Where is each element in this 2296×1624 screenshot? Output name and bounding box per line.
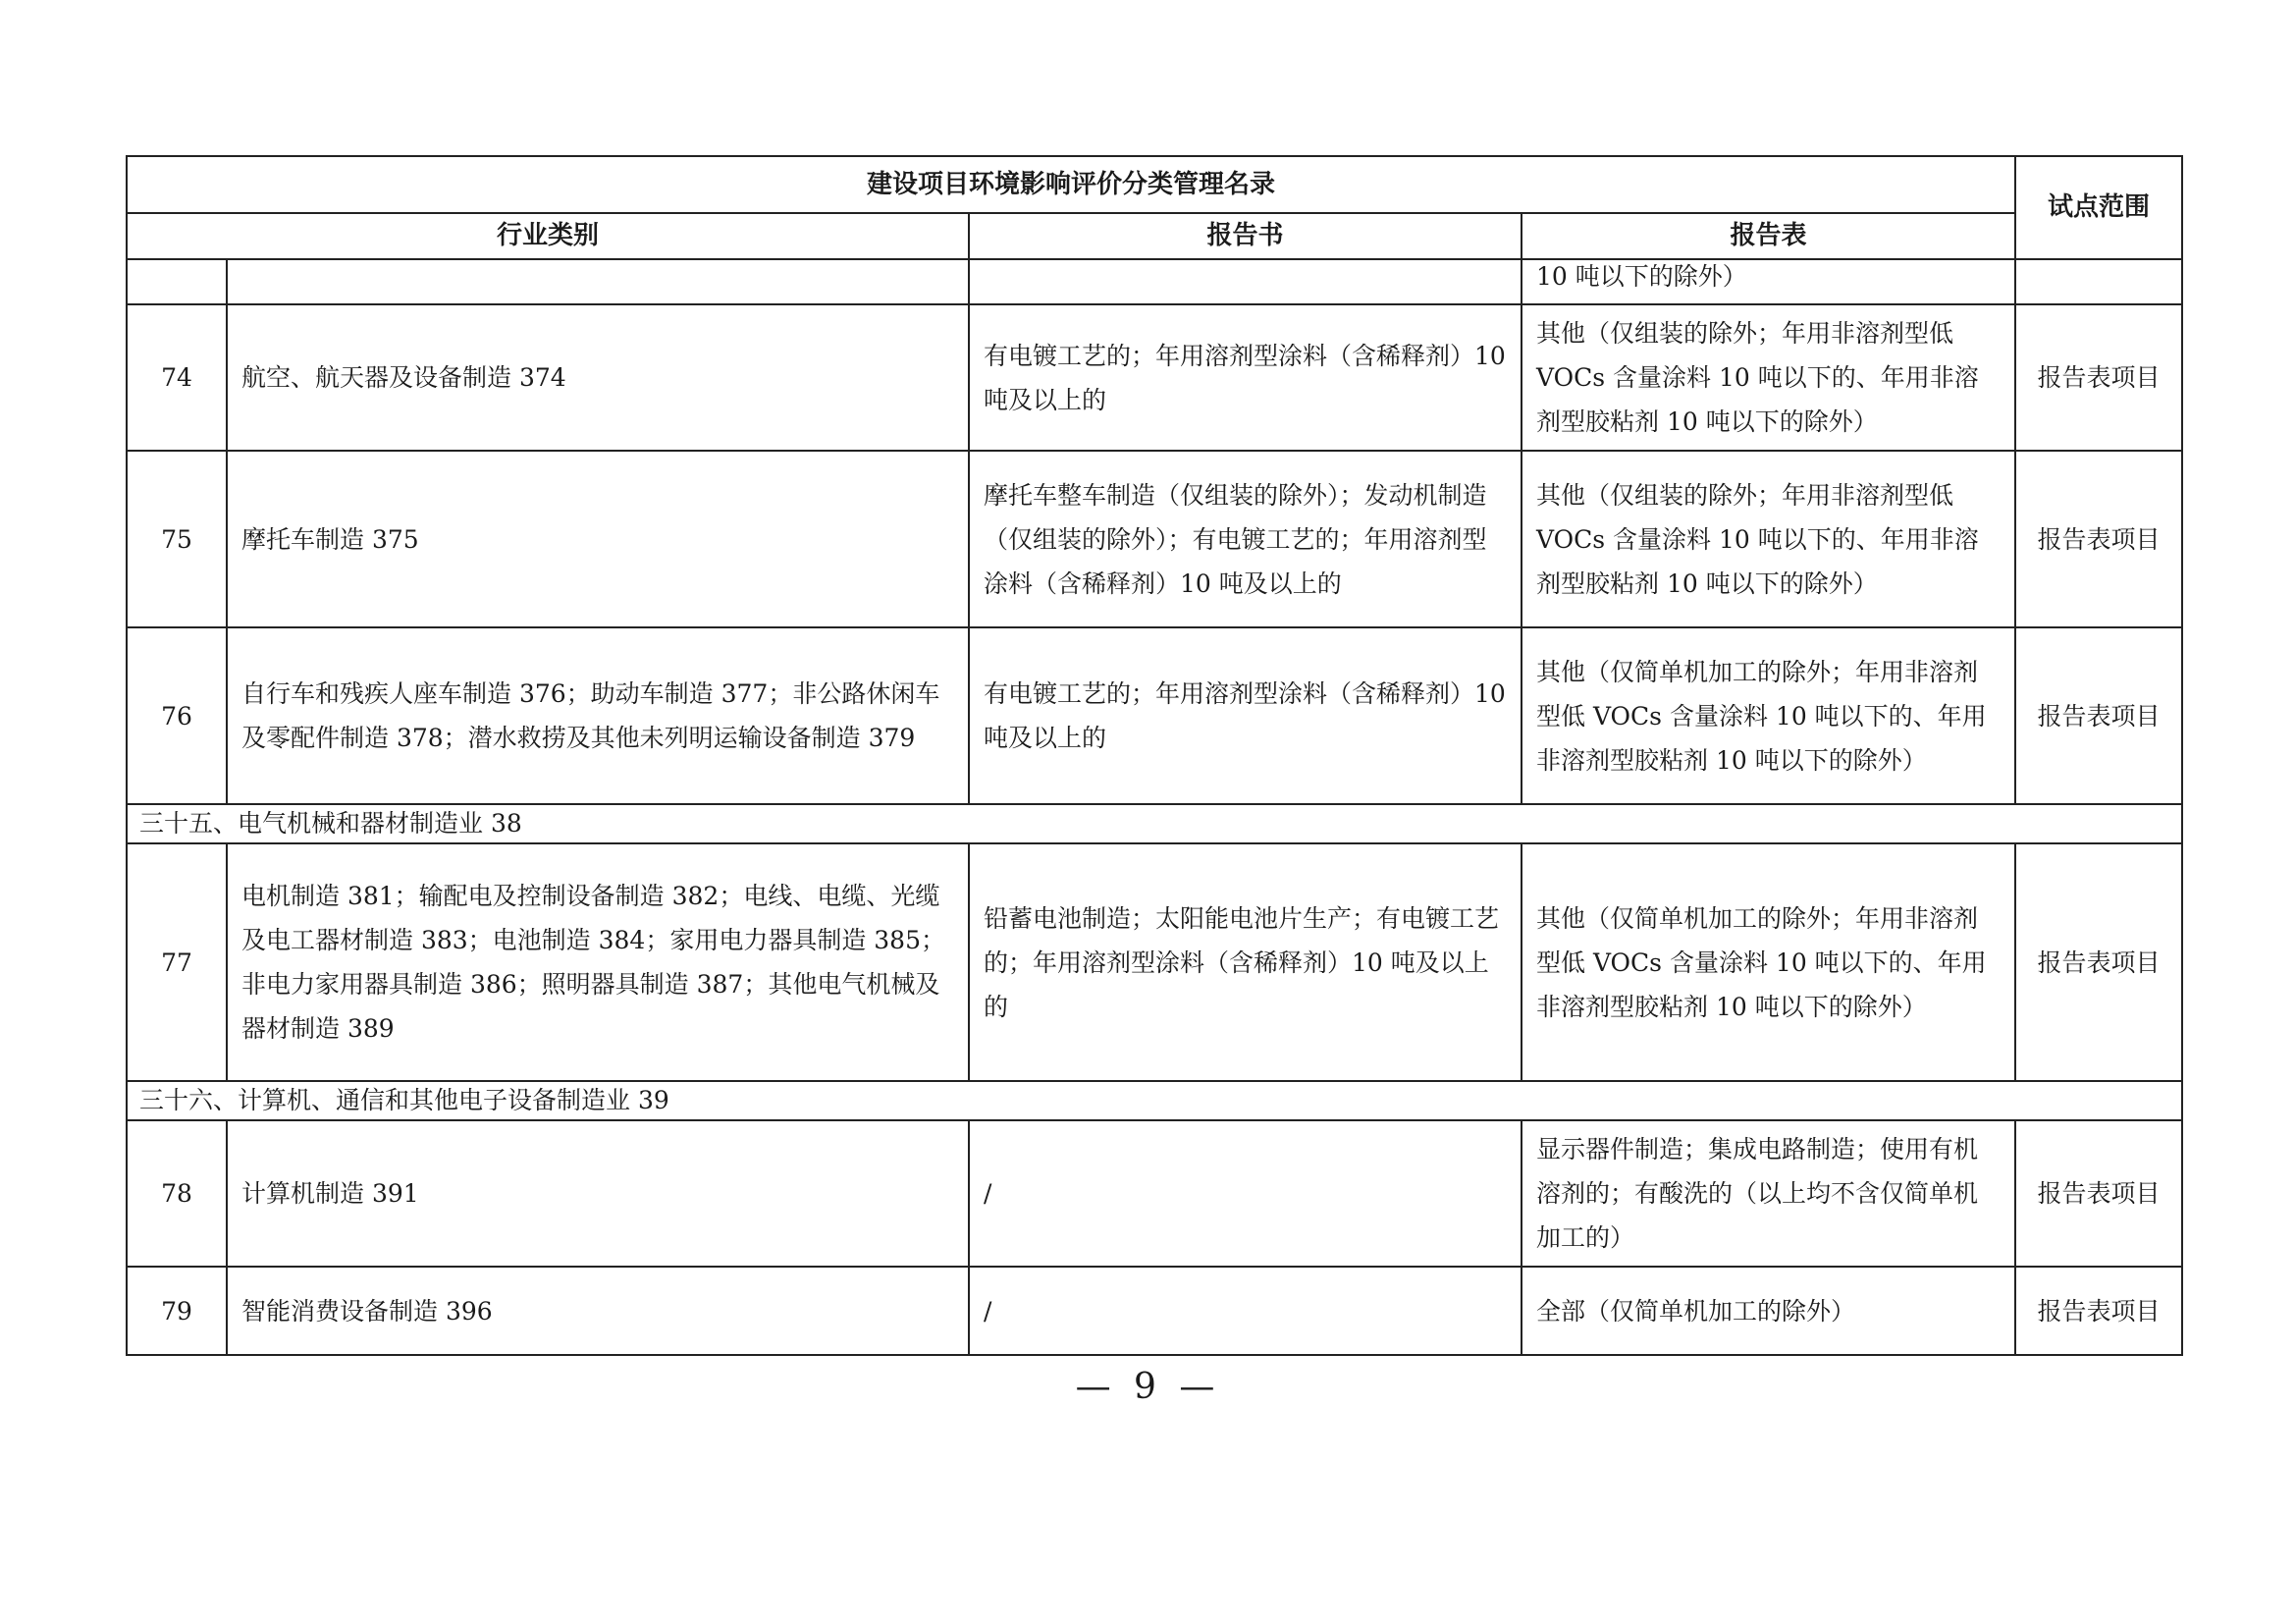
report-book-header: 报告书 [969, 213, 1522, 259]
section-row [127, 1081, 2182, 1120]
row-number-cell: 74 [127, 304, 227, 451]
table-row [127, 1120, 2182, 1267]
report-form-cell: 其他（仅简单机加工的除外；年用非溶剂型低 VOCs 含量涂料 10 吨以下的、年用非溶剂型胶粘剂 10 吨以下的除外） [1522, 627, 2015, 804]
pilot-scope-cell: 报告表项目 [2015, 304, 2182, 451]
row-number-cell: 75 [127, 451, 227, 627]
section-heading: 三十五、电气机械和器材制造业 38 [127, 804, 2182, 843]
industry-category-header: 行业类别 [127, 213, 969, 259]
row-number-cell: 76 [127, 627, 227, 804]
report-book-cell: / [969, 1267, 1522, 1355]
pilot-scope-cell [2015, 259, 2182, 304]
report-form-cell: 其他（仅组装的除外；年用非溶剂型低 VOCs 含量涂料 10 吨以下的、年用非溶剂型胶粘剂 10 吨以下的除外） [1522, 304, 2015, 451]
industry-cell: 电机制造 381；输配电及控制设备制造 382；电线、电缆、光缆及电工器材制造 383；电池制造 384；家用电力器具制造 385；非电力家用器具制造 386；照明器具制造 387；其他电气机械及器材制造 389 [227, 843, 969, 1081]
row-number-cell: 79 [127, 1267, 227, 1355]
column-header-row [127, 213, 2182, 259]
industry-cell: 自行车和残疾人座车制造 376；助动车制造 377；非公路休闲车及零配件制造 378；潜水救捞及其他未列明运输设备制造 379 [227, 627, 969, 804]
report-book-cell: 有电镀工艺的；年用溶剂型涂料（含稀释剂）10 吨及以上的 [969, 304, 1522, 451]
table-row [127, 451, 2182, 627]
industry-cell: 智能消费设备制造 396 [227, 1267, 969, 1355]
pilot-scope-cell: 报告表项目 [2015, 627, 2182, 804]
page-number: — 9 — [1075, 1367, 1221, 1407]
report-book-cell: 有电镀工艺的；年用溶剂型涂料（含稀释剂）10 吨及以上的 [969, 627, 1522, 804]
row-number-cell: 78 [127, 1120, 227, 1267]
table-row [127, 627, 2182, 804]
report-book-cell [969, 259, 1522, 304]
report-book-cell: / [969, 1120, 1522, 1267]
report-form-header: 报告表 [1522, 213, 2015, 259]
industry-cell: 航空、航天器及设备制造 374 [227, 304, 969, 451]
pilot-scope-cell: 报告表项目 [2015, 1267, 2182, 1355]
table-title-row [127, 156, 2182, 213]
table-row [127, 843, 2182, 1081]
table-title: 建设项目环境影响评价分类管理名录 [127, 156, 2015, 213]
industry-cell: 计算机制造 391 [227, 1120, 969, 1267]
pilot-scope-cell: 报告表项目 [2015, 451, 2182, 627]
classification-table-container [126, 155, 2181, 1356]
report-form-cell: 全部（仅简单机加工的除外） [1522, 1267, 2015, 1355]
table-row [127, 259, 2182, 304]
pilot-scope-cell: 报告表项目 [2015, 1120, 2182, 1267]
table-row [127, 304, 2182, 451]
pilot-scope-header: 试点范围 [2015, 156, 2182, 259]
classification-table [126, 155, 2183, 1356]
row-number-cell: 77 [127, 843, 227, 1081]
report-form-cell: 其他（仅简单机加工的除外；年用非溶剂型低 VOCs 含量涂料 10 吨以下的、年用非溶剂型胶粘剂 10 吨以下的除外） [1522, 843, 2015, 1081]
row-number-cell [127, 259, 227, 304]
table-row [127, 1267, 2182, 1355]
report-form-cell: 显示器件制造；集成电路制造；使用有机溶剂的；有酸洗的（以上均不含仅简单机加工的） [1522, 1120, 2015, 1267]
section-row [127, 804, 2182, 843]
industry-cell [227, 259, 969, 304]
report-form-cell: 其他（仅组装的除外；年用非溶剂型低 VOCs 含量涂料 10 吨以下的、年用非溶剂型胶粘剂 10 吨以下的除外） [1522, 451, 2015, 627]
pilot-scope-cell: 报告表项目 [2015, 843, 2182, 1081]
report-form-cell: 10 吨以下的除外） [1522, 259, 2015, 304]
industry-cell: 摩托车制造 375 [227, 451, 969, 627]
report-book-cell: 铅蓄电池制造；太阳能电池片生产；有电镀工艺的；年用溶剂型涂料（含稀释剂）10 吨及以上的 [969, 843, 1522, 1081]
report-book-cell: 摩托车整车制造（仅组装的除外）；发动机制造（仅组装的除外）；有电镀工艺的；年用溶剂型涂料（含稀释剂）10 吨及以上的 [969, 451, 1522, 627]
section-heading: 三十六、计算机、通信和其他电子设备制造业 39 [127, 1081, 2182, 1120]
